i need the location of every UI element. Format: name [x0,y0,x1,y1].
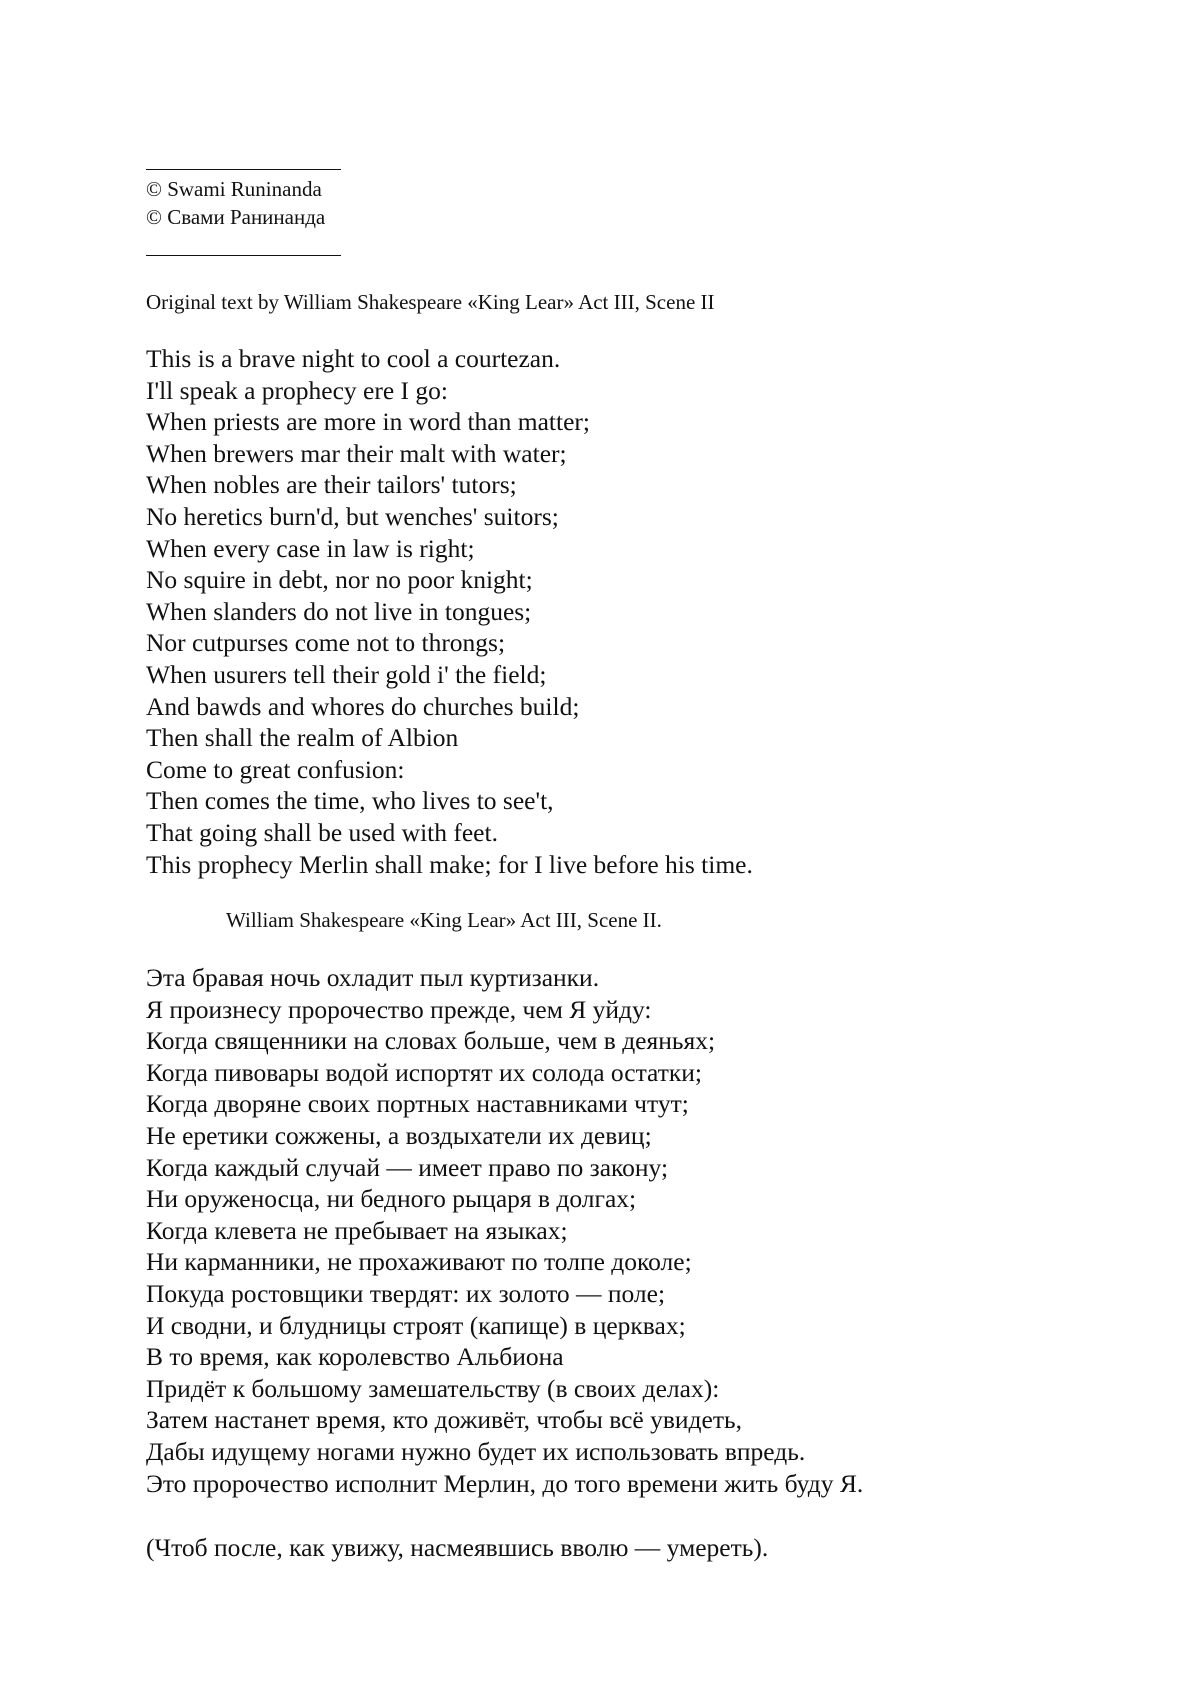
poem-line: Затем настанет время, кто доживёт, чтобы всё увидеть, [146,1405,742,1435]
attribution-line: William Shakespeare «King Lear» Act III, Scene II. [226,908,662,932]
poem-line: That going shall be used with feet. [146,817,498,847]
poem-english [146,343,753,880]
poem-line: When slanders do not live in tongues; [146,596,532,626]
closing-line: (Чтоб после, как увижу, насмеявшись вволю — умереть). [146,1533,769,1562]
poem-line: This is a brave night to cool a courtezan. [146,344,561,373]
poem-line: Then shall the realm of Albion [146,723,459,753]
poem-line: When nobles are their tailors' tutors; [146,470,517,500]
poem-line: Не еретики сожжены, а воздыхатели их девиц; [146,1120,652,1150]
poem-line: And bawds and whores do churches build; [146,691,580,721]
copyright-latin: © Swami Runinanda [146,177,322,201]
poem-line: Come to great confusion: [146,754,405,784]
poem-line: Ни оруженосца, ни бедного рыцаря в долгах; [146,1184,637,1214]
poem-line: When usurers tell their gold i' the field; [146,659,547,689]
bottom-divider-rule [146,255,341,256]
poem-line: I'll speak a prophecy ere I go: [146,375,448,405]
source-line: Original text by William Shakespeare «King Lear» Act III, Scene II [146,290,715,314]
poem-line: Покуда ростовщики твердят: их золото — поле; [146,1278,666,1308]
poem-line: Когда священники на словах больше, чем в деяньях; [146,1026,716,1056]
poem-line: Then comes the time, who lives to see't, [146,786,554,816]
poem-line: No heretics burn'd, but wenches' suitors; [146,501,559,531]
top-divider-rule [146,169,341,170]
poem-line: When priests are more in word than matter; [146,407,590,437]
copyright-cyrillic: © Свами Ранинанда [146,205,326,229]
poem-line: Придёт к большому замешательству (в своих делах): [146,1373,720,1403]
poem-line: When brewers mar their malt with water; [146,438,567,468]
poem-line: В то время, как королевство Альбиона [146,1342,564,1372]
poem-line: Дабы идущему ногами нужно будет их использовать впредь. [146,1436,806,1466]
poem-line: Когда дворяне своих портных наставниками чтут; [146,1089,689,1119]
poem-line: Когда клевета не пребывает на языках; [146,1215,568,1245]
poem-line: Когда каждый случай — имеет право по закону; [146,1152,669,1182]
poem-line: Ни карманники, не прохаживают по толпе доколе; [146,1247,692,1277]
poem-line: Nor cutpurses come not to throngs; [146,628,506,658]
poem-line: Эта бравая ночь охладит пыл куртизанки. [146,963,600,992]
poem-line: И сводни, и блудницы строят (капище) в церквах; [146,1310,686,1340]
poem-line: No squire in debt, nor no poor knight; [146,565,533,595]
poem-russian [146,962,863,1499]
poem-line: Я произнесу пророчество прежде, чем Я уйду: [146,994,652,1024]
poem-line: This prophecy Merlin shall make; for I live before his time. [146,849,753,879]
poem-line: Когда пивовары водой испортят их солода остатки; [146,1057,702,1087]
poem-line: Это пророчество исполнит Мерлин, до того времени жить буду Я. [146,1468,864,1498]
poem-line: When every case in law is right; [146,533,475,563]
